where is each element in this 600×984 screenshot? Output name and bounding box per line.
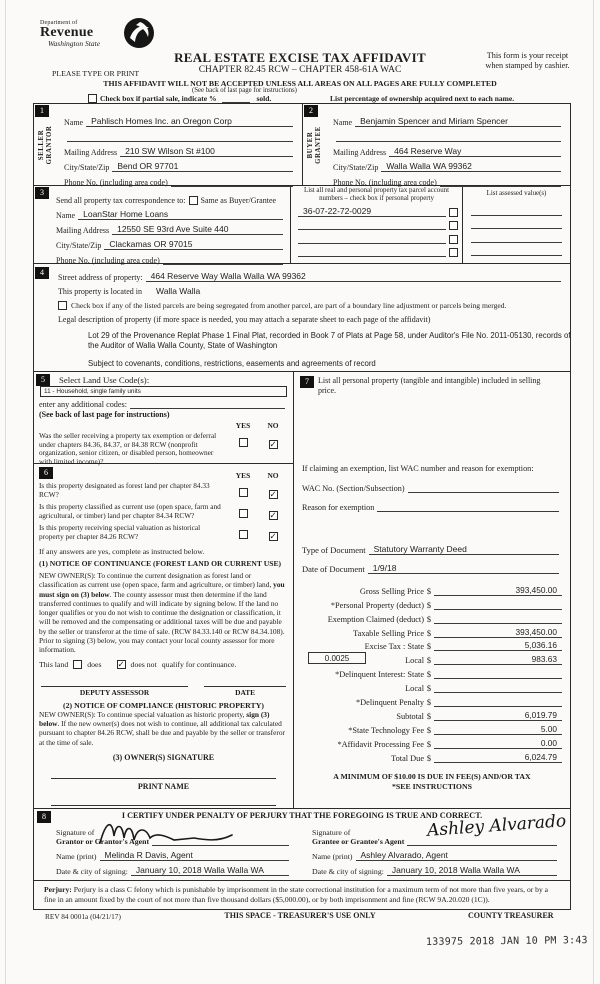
perjury-text: Perjury is a class C felony which is punishable by imprisonment in the state correctional institution for a maximum term of not more than five years, or by a fine in an amount fixed by the court of not more than five thousand dollars ($5,000.00), or by both imprisonment and fine (RCW 9A.20.020 (1C)). [44, 885, 549, 904]
buyer-city-label: City/State/Zip [333, 163, 379, 172]
section6-header-row [39, 467, 288, 480]
notice2-pre: NEW OWNER(S): To continue special valuation as historic property, [39, 709, 247, 719]
taxable-selling-price-label: Taxable Selling Price [353, 628, 424, 638]
parcel-row [295, 230, 458, 244]
gross-selling-price-row [304, 582, 562, 596]
deputy-assessor-date-line[interactable] [204, 677, 286, 687]
historic-no-cell [258, 524, 288, 543]
notice-compliance-body [39, 710, 288, 747]
send-correspondence-row [56, 190, 286, 205]
seller-mailing-label: Mailing Address [64, 148, 118, 157]
exemption-reason-label: Reason for exemption [302, 503, 375, 512]
seller-name-row [64, 112, 296, 127]
exemption-question-text: Was the seller receiving a property tax exemption or deferral under chapters 84.36, 84.37, or 84.38 RCW (nonprofit organization, senior citizen, or disabled person, homeowner with limited income)? [39, 431, 217, 467]
correspondence-mailing-field[interactable] [112, 224, 283, 235]
same-as-buyer-checkbox[interactable] [189, 196, 198, 205]
seller-city-value: Bend OR 97701 [117, 161, 179, 171]
dollar-sign: $ [426, 711, 432, 721]
date-label: DATE [235, 687, 256, 697]
does-label: does [87, 659, 102, 669]
does-not-checkbox[interactable]: ✓ [117, 659, 125, 670]
yes-column-label: YES [235, 421, 251, 430]
exemption-claimed-label: Exemption Claimed (deduct) [327, 614, 424, 624]
buyer-extra-field[interactable] [336, 141, 561, 142]
dollar-sign: $ [426, 642, 432, 652]
excise-tax-local-value[interactable]: 983.63 [434, 654, 562, 665]
assessed-value-line[interactable] [471, 243, 562, 257]
personal-property-checkbox[interactable] [449, 221, 458, 230]
seller-mailing-value: 210 SW Wilson St #100 [125, 146, 215, 156]
current-use-no-cell [258, 503, 288, 522]
certify-statement: I CERTIFY UNDER PENALTY OF PERJURY THAT THE FOREGOING IS TRUE AND CORRECT. [121, 811, 483, 820]
grantee-date-value: January 10, 2018 Walla Walla WA [391, 865, 520, 875]
land-use-title: Select Land Use Code(s): [59, 375, 150, 385]
dollar-sign: $ [426, 586, 432, 596]
continuance-qualify-line [39, 660, 288, 669]
grantor-name-value: Melinda R Davis, Agent [104, 850, 193, 860]
segregated-row [58, 296, 564, 310]
personal-property-deduct-label: *Personal Property (deduct) [330, 600, 424, 610]
form-subtitle: CHAPTER 82.45 RCW – CHAPTER 458-61A WAC [198, 65, 402, 75]
partial-sale-label: Check box if partial sale, indicate % [100, 94, 217, 103]
deputy-assessor-labels [41, 688, 286, 697]
seller-phone-row [64, 172, 296, 187]
document-date-row [302, 563, 562, 574]
correspondence-phone-label: Phone No. (including area code) [56, 256, 160, 265]
buyer-phone-field[interactable] [440, 186, 561, 187]
receipt-note-line1: This form is your receipt [486, 51, 569, 60]
property-location-section [34, 264, 570, 372]
parcel-row [295, 244, 458, 258]
buyer-mailing-row [333, 142, 564, 157]
located-in-row [58, 282, 564, 296]
treasurer-space-label: THIS SPACE - TREASURER'S USE ONLY [224, 911, 376, 920]
exemption-claimed-row [304, 610, 562, 624]
grantor-date-field[interactable] [131, 865, 289, 876]
local-rate-box[interactable]: 0.0025 [308, 652, 366, 664]
historic-yes-cell [228, 524, 258, 543]
document-type-value: Statutory Warranty Deed [373, 544, 467, 554]
excise-tax-local-label: Local [405, 656, 424, 666]
document-type-field[interactable] [369, 544, 559, 555]
section-8-number: 8 [37, 811, 51, 823]
current-use-yes-checkbox[interactable] [239, 509, 248, 518]
delinquent-interest-local-label: Local [405, 684, 424, 694]
dollar-sign: $ [426, 600, 432, 610]
delinquent-penalty-row [304, 693, 562, 707]
state-technology-fee-row [304, 721, 562, 735]
exemption-question-row [39, 432, 288, 467]
notice1-pre: NEW OWNER(S): To continue the current designation as forest land or classification as current use (open space, farm and agriculture, or timber) land, [39, 571, 274, 590]
grantee-signature-label [312, 828, 404, 846]
grantee-signature-script: Ashley Alvarado [426, 811, 567, 841]
additional-codes-row [39, 397, 288, 409]
delinquent-interest-local-row [304, 679, 562, 693]
buyer-extra-row [333, 127, 564, 142]
excise-tax-state-label: Excise Tax : State [364, 642, 424, 652]
exemption-no-checkbox[interactable]: ✓ [269, 440, 277, 450]
grantor-name-label: Name (print) [56, 852, 97, 861]
please-type-or-print: PLEASE TYPE OR PRINT [52, 69, 140, 78]
exemption-reason-row [302, 503, 562, 512]
buyer-city-row [333, 157, 564, 172]
seller-side-label-bottom: GRANTOR [46, 125, 53, 165]
grantee-date-row [312, 861, 560, 876]
document-type-row [302, 544, 562, 555]
buyer-mailing-field[interactable] [389, 146, 561, 157]
tax-computation-table [304, 582, 562, 763]
notice1-post: . The county assessor must then determine if the land transferred continues to qualify and will indicate by signing below. If the land no longer qualifies or you do not wish to continue the designation or classification, it will be removed and the compensating or additional taxes will be due and payable by the seller or transferor at the time of sale. (RCW 84.33.140 or RCW 84.34.108). Prior to signing (3) below, you may contact your local county assessor for more information. [39, 589, 285, 655]
section-2-number: 2 [304, 105, 318, 117]
partial-sale-line [88, 94, 271, 103]
current-use-question-row [39, 503, 288, 522]
partial-sale-checkbox[interactable] [88, 94, 97, 103]
correspondence-phone-row [56, 250, 286, 265]
correspondence-name-value: LoanStar Home Loans [83, 209, 169, 219]
notice2-bold: sign (3) below [39, 709, 270, 728]
land-use-column [34, 372, 294, 808]
dollar-sign: $ [426, 725, 432, 735]
grantee-sig-label-line1: Signature of [312, 828, 351, 837]
tax-correspondence-section [34, 186, 290, 263]
seller-grantor-section [34, 104, 302, 185]
delinquent-penalty-label: *Delinquent Penalty [356, 698, 424, 708]
current-use-question-text: Is this property classified as current use (open space, farm and agricultural, or timber) land per chapter 84.34 RCW? [39, 502, 221, 520]
parcel-number-field[interactable] [298, 206, 446, 217]
perjury-label: Perjury: [44, 885, 72, 894]
deputy-assessor-lines [41, 677, 286, 687]
taxable-selling-price-value[interactable]: 393,450.00 [434, 627, 562, 638]
segregated-checkbox[interactable] [58, 301, 67, 310]
forest-land-yes-cell [228, 482, 258, 501]
grantee-signature-row [312, 811, 567, 846]
segregated-label: Check box if any of the listed parcels are being segregated from another parcel, are part of a boundary line adjustment or parcels being merged. [71, 301, 507, 310]
parcel-number-field[interactable] [298, 243, 446, 244]
dollar-sign: $ [426, 739, 432, 749]
buyer-mailing-label: Mailing Address [333, 148, 387, 157]
notice-continuance-body [39, 571, 288, 655]
seller-extra-row [64, 127, 296, 142]
grantee-name-value: Ashley Alvarado, Agent [360, 850, 448, 860]
document-date-label: Date of Document [302, 564, 365, 574]
seller-city-field[interactable] [112, 161, 293, 172]
receipt-note [465, 51, 590, 70]
dollar-sign: $ [426, 614, 432, 624]
buyer-grantee-section [302, 104, 570, 185]
section-6-number: 6 [39, 467, 53, 479]
document-date-field[interactable] [368, 563, 559, 574]
buyer-grantee-side-label [307, 110, 323, 180]
same-as-buyer-label: Same as Buyer/Grantee [200, 196, 277, 205]
seller-grantor-side-label [38, 110, 54, 180]
exemption-reason-field[interactable] [377, 511, 559, 512]
print-name-label: PRINT NAME [137, 781, 190, 791]
land-use-and-tax-row [34, 372, 570, 809]
seller-mailing-field[interactable] [120, 146, 293, 157]
dollar-sign: $ [426, 628, 432, 638]
forest-land-no-cell [258, 482, 288, 501]
land-post-label: qualify for continuance. [161, 659, 237, 669]
legal-description-text: Lot 29 of the Provenance Replat Phase 1 Final Plat, recorded in Book 7 of Plats at Page 58, under Auditor's File No. 2011-05130, records of the Auditor of Walla Walla County, State of Washington [88, 331, 571, 350]
section-4-number: 4 [35, 267, 49, 279]
personal-property-checkbox[interactable] [449, 208, 458, 217]
grantee-name-row [312, 846, 560, 861]
street-address-label: Street address of property: [58, 273, 143, 282]
gross-selling-price-value[interactable]: 393,450.00 [434, 585, 562, 596]
land-classification-section [34, 466, 293, 808]
located-in-label: This property is located in [58, 287, 142, 296]
tax-computation-column [294, 372, 570, 808]
state-technology-fee-label: *State Technology Fee [348, 725, 424, 735]
seller-mailing-row [64, 142, 296, 157]
buyer-name-label: Name [333, 118, 353, 127]
parcel-number-field[interactable] [298, 256, 446, 257]
grantor-date-label: Date & city of signing: [56, 867, 128, 876]
personal-property-checkbox[interactable] [449, 235, 458, 244]
buyer-name-row [333, 112, 564, 127]
buyer-name-value: Benjamin Spencer and Miriam Spencer [360, 116, 508, 126]
street-address-field[interactable] [146, 271, 561, 282]
dollar-sign: $ [426, 656, 432, 666]
owners-signature-title: (3) OWNER(S) SIGNATURE [112, 752, 215, 762]
seller-name-field[interactable] [86, 116, 293, 127]
correspondence-city-field[interactable] [104, 239, 283, 250]
delinquent-interest-state-row [304, 665, 562, 679]
legal-description-row [58, 310, 564, 324]
does-checkbox[interactable] [73, 660, 82, 669]
correspondence-name-row [56, 205, 286, 220]
affidavit-processing-fee-label: *Affidavit Processing Fee [337, 739, 424, 749]
grantor-date-row [56, 861, 292, 876]
exemption-claim-note: If claiming an exemption, list WAC number and reason for exemption: [302, 464, 534, 473]
buyer-city-field[interactable] [381, 161, 561, 172]
form-body [33, 103, 571, 910]
form-title: REAL ESTATE EXCISE TAX AFFIDAVIT [174, 50, 426, 65]
historic-property-question-row [39, 524, 288, 543]
correspondence-mailing-row [56, 220, 286, 235]
parcel-numbers-header: List all real and personal property tax parcel account numbers – check box if personal property [303, 187, 450, 202]
buyer-side-label-bottom: GRANTEE [315, 126, 322, 164]
affidavit-processing-fee-value[interactable]: 0.00 [434, 738, 562, 749]
notice-continuance-title: (1) NOTICE OF CONTINUANCE (FOREST LAND OR CURRENT USE) [39, 559, 282, 568]
perjury-notice [34, 881, 570, 905]
seller-name-label: Name [64, 118, 84, 127]
send-correspondence-label: Send all property tax correspondence to: [56, 196, 186, 205]
exemption-no-cell [258, 432, 288, 467]
seller-city-label: City/State/Zip [64, 163, 110, 172]
logo-dept-text: Department of [40, 20, 78, 26]
correspondence-city-label: City/State/Zip [56, 241, 102, 250]
street-address-row [58, 268, 564, 282]
grantor-sig-label-line2: Grantor or Grantor's Agent [56, 837, 150, 846]
forest-land-no-checkbox[interactable]: ✓ [269, 490, 277, 500]
additional-codes-label: enter any additional codes: [39, 400, 127, 409]
historic-no-checkbox[interactable]: ✓ [269, 532, 277, 542]
logo-revenue-text: Revenue [40, 25, 94, 40]
correspondence-name-label: Name [56, 211, 76, 220]
grantor-sig-label-line1: Signature of [56, 828, 95, 837]
sold-label: sold. [256, 94, 272, 103]
legal-description-covenants: Subject to covenants, conditions, restrictions, easements and agreements of record [88, 359, 376, 369]
dollar-sign: $ [426, 753, 432, 763]
correspondence-name-field[interactable] [78, 209, 283, 220]
delinquent-interest-state-label: *Delinquent Interest: State [335, 670, 424, 680]
parcel-numbers-column [290, 186, 462, 263]
section6-yes-no-header [53, 471, 288, 480]
grantor-signature-scribble [96, 817, 246, 849]
forest-land-question-row [39, 482, 288, 501]
dor-logo-icon [123, 17, 155, 49]
deputy-assessor-label: DEPUTY ASSESSOR [79, 687, 150, 697]
notice-compliance-title: (2) NOTICE OF COMPLIANCE (HISTORIC PROPERTY) [63, 700, 264, 710]
see-instructions-text: *SEE INSTRUCTIONS [392, 781, 472, 791]
personal-property-deduct-row [304, 596, 562, 610]
gross-selling-price-label: Gross Selling Price [359, 586, 424, 596]
street-address-value: 464 Reserve Way Walla Walla WA 99362 [150, 271, 306, 281]
logo-state-text: Washington State [48, 39, 101, 48]
grantee-date-label: Date & city of signing: [312, 867, 384, 876]
scan-edge-left [5, 0, 6, 984]
buyer-name-field[interactable] [355, 116, 561, 127]
section-7-number: 7 [300, 376, 314, 388]
yes-column-label: YES [235, 471, 251, 480]
additional-codes-field[interactable] [130, 408, 285, 409]
correspondence-mailing-label: Mailing Address [56, 226, 110, 235]
current-use-yes-cell [228, 503, 258, 522]
section-3-number: 3 [35, 187, 49, 199]
assessed-value-line[interactable] [471, 202, 562, 216]
subtotal-label: Subtotal [396, 711, 424, 721]
excise-tax-local-row [304, 651, 562, 665]
land-use-code-input[interactable]: 11 - Household, single family units [40, 386, 287, 397]
section-1-number: 1 [35, 105, 49, 117]
document-date-value: 1/9/18 [372, 563, 397, 573]
dollar-sign: $ [426, 684, 432, 694]
grantee-name-field[interactable] [356, 850, 558, 861]
legal-description-label: Legal description of property (if more space is needed, you may attach a separate sheet to each page of the affidavit) [58, 315, 431, 324]
personal-property-label: List all personal property (tangible and intangible) included in selling price. [318, 376, 541, 395]
personal-property-checkbox[interactable] [449, 248, 458, 257]
assessed-values-column [462, 186, 570, 263]
buyer-phone-label: Phone No. (including area code) [333, 178, 437, 187]
minimum-fee-text: A MINIMUM OF $10.00 IS DUE IN FEE(S) AND/OR TAX [333, 772, 531, 781]
print-name-line[interactable] [51, 793, 276, 806]
seller-phone-label: Phone No. (including area code) [64, 178, 168, 187]
assessed-values-header: List assessed value(s) [486, 190, 547, 197]
minimum-fee-note [294, 772, 570, 791]
subtotal-row [304, 707, 562, 721]
exemption-yes-cell [228, 432, 258, 467]
section5-yes-no-header [39, 421, 288, 430]
grantor-grantee-row [34, 104, 570, 186]
wac-number-label: WAC No. (Section/Subsection) [302, 484, 405, 493]
grantee-sig-label-line2: Grantee or Grantee's Agent [312, 837, 405, 846]
buyer-mailing-value: 464 Reserve Way [394, 146, 462, 156]
deputy-assessor-signature-line[interactable] [41, 677, 188, 687]
certification-section [34, 809, 570, 881]
notice1-bold: you must sign on (3) below [39, 580, 285, 599]
wac-number-row [302, 484, 562, 493]
see-back-instructions: (See back of last page for instructions) [39, 410, 170, 419]
buyer-side-label-top: BUYER [307, 131, 314, 159]
buyer-phone-row [333, 172, 564, 187]
grantor-signature-row [56, 822, 292, 846]
current-use-no-checkbox[interactable]: ✓ [269, 511, 277, 521]
grantee-name-label: Name (print) [312, 852, 353, 861]
form-revision-label: REV 84 0001a (04/21/17) [45, 912, 121, 921]
total-due-label: Total Due [391, 753, 424, 763]
section-5-number: 5 [36, 374, 50, 386]
dollar-sign: $ [426, 698, 432, 708]
grantor-name-field[interactable] [100, 850, 290, 861]
seller-city-row [64, 157, 296, 172]
state-technology-fee-value[interactable]: 5.00 [434, 724, 562, 735]
total-due-row [304, 749, 562, 763]
if-yes-note: If any answers are yes, complete as instructed below. [39, 547, 205, 556]
see-back-note: (See back of last page for instructions) [192, 87, 297, 94]
located-in-value: Walla Walla [155, 286, 201, 296]
land-pre-label: This land [39, 659, 69, 669]
receipt-note-line2: when stamped by cashier. [485, 60, 570, 70]
correspondence-parcel-row [34, 186, 570, 264]
county-treasurer-label: COUNTY TREASURER [468, 911, 554, 920]
document-type-label: Type of Document [302, 545, 366, 555]
parcel-row [295, 203, 458, 217]
notice2-post: . If the new owner(s) does not wish to continue, all additional tax calculated pursuant to chapter 84.26 RCW, shall be due and payable by the seller or transferor at the time of sale. [39, 718, 286, 747]
excise-tax-state-value[interactable]: 5,036.16 [434, 640, 562, 651]
no-column-label: NO [267, 421, 279, 430]
grantor-date-value: January 10, 2018 Walla Walla WA [135, 865, 264, 875]
affidavit-processing-fee-row [304, 735, 562, 749]
taxable-selling-price-row [304, 624, 562, 638]
seller-side-label-top: SELLER [38, 129, 45, 161]
correspondence-city-row [56, 235, 286, 250]
seller-extra-field[interactable] [67, 141, 293, 142]
assessed-value-line[interactable] [471, 229, 562, 243]
land-use-code-section [34, 372, 293, 467]
excise-tax-state-row [304, 638, 562, 652]
parcel-number-value: 36-07-22-72-0029 [303, 205, 372, 216]
buyer-city-value: Walla Walla WA 99362 [386, 161, 472, 171]
seller-name-value: Pahlisch Homes Inc. an Oregon Corp [91, 116, 232, 126]
no-column-label: NO [267, 471, 279, 480]
total-due-value[interactable]: 6,024.79 [434, 752, 562, 763]
historic-property-question-text: Is this property receiving special valuation as historical property per chapter 84.26 RCW? [39, 523, 201, 541]
dollar-sign: $ [426, 670, 432, 680]
grantee-date-field[interactable] [387, 865, 557, 876]
parcel-number-field[interactable] [298, 229, 446, 230]
ownership-note: List percentage of ownership acquired next to each name. [330, 94, 515, 103]
forest-land-question-text: Is this property designated as forest land per chapter 84.33 RCW? [39, 481, 210, 499]
historic-yes-checkbox[interactable] [239, 530, 248, 539]
treasurer-date-stamp: 133975 2018 JAN 10 PM 3:43 [425, 935, 588, 948]
wac-number-field[interactable] [408, 492, 559, 493]
exemption-yes-checkbox[interactable] [239, 438, 248, 447]
correspondence-mailing-value: 12550 SE 93rd Ave Suite 440 [117, 224, 229, 234]
assessed-value-line[interactable] [471, 216, 562, 230]
correspondence-city-value: Clackamas OR 97015 [109, 239, 193, 249]
does-not-label: does not [130, 659, 157, 669]
grantor-signature-block [34, 822, 302, 876]
parcel-row [295, 217, 458, 231]
subtotal-value[interactable]: 6,019.79 [434, 710, 562, 721]
dor-logo [40, 20, 170, 48]
acceptance-warning: THIS AFFIDAVIT WILL NOT BE ACCEPTED UNLESS ALL AREAS ON ALL PAGES ARE FULLY COMPLETED [103, 79, 497, 88]
scan-edge-right [593, 0, 594, 984]
forest-land-yes-checkbox[interactable] [239, 488, 248, 497]
owners-signature-line[interactable] [51, 766, 276, 779]
